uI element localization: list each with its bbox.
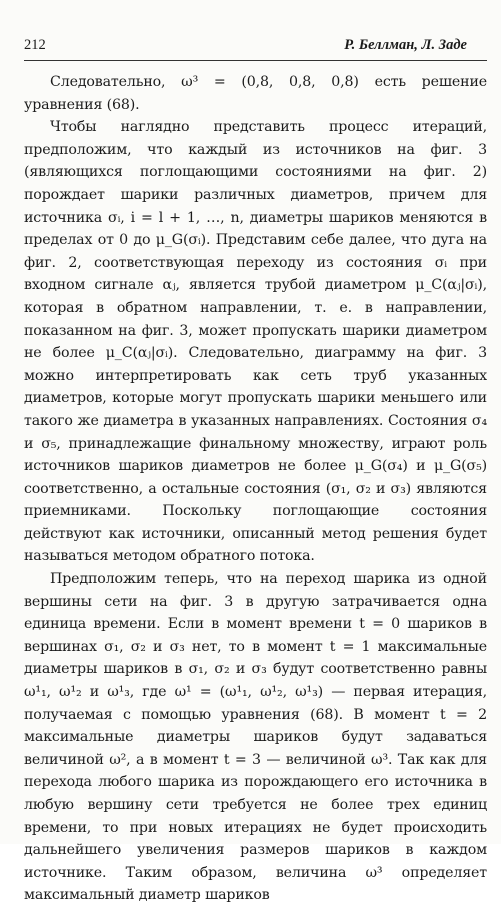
page-header	[24, 34, 487, 61]
paragraph-3: Предположим теперь, что на переход шарика из одной вершины сети на фиг. 3 в другую затрачивается одна единица времени. Если в момент времени t = 0 шариков в вершинах σ₁, σ₂ и σ₃ нет, то в момент t = 1 максимальные диаметры шариков в σ₁, σ₂ и σ₃ будут соответственно равны ω¹₁, ω¹₂ и ω¹₃, где ω¹ = (ω¹₁, ω¹₂, ω¹₃) — первая итерация, получаемая с помощью уравнения (68). В момент t = 2 максимальные диаметры шариков будут задаваться величиной ω², а в момент t = 3 — величиной ω³. Так как для перехода любого шарика из порождающего его источника в любую вершину сети требуется не более трех единиц времени, то при новых итерациях не будет происходить дальнейшего увеличения размеров шариков в каждом источнике. Таким образом, величина ω³ определяет максимальный диаметр шариков	[24, 571, 487, 904]
page-number: 212	[24, 37, 46, 53]
paragraph-2: Чтобы наглядно представить процесс итераций, предположим, что каждый из источников на фиг. 3 (являющихся поглощающими состояниями на фиг. 2) порождает шарики различных диаметров, причем для источника σᵢ, i = l + 1, …, n, диаметры шариков меняются в пределах от 0 до μ_G(σᵢ). Представим себе далее, что дуга на фиг. 2, соответствующая переходу из состояния σᵢ при входном сигнале αⱼ, является трубой диаметром μ_C(αⱼ|σᵢ), которая в обратном направлении, т. е. в направлении, показанном на фиг. 3, может пропускать шарики диаметром не более μ_C(αⱼ|σᵢ). Следовательно, диаграмму на фиг. 3 можно интерпретировать как сеть труб указанных диаметров, которые могут пропускать шарики меньшего или такого же диаметра в указанных направлениях. Состояния σ₄ и σ₅, принадлежащие финальному множеству, играют роль источников шариков диаметров не более μ_G(σ₄) и μ_G(σ₅) соответственно, а остальные состояния (σ₁, σ₂ и σ₃) являются приемниками. Поскольку поглощающие состояния действуют как источники, описанный метод решения будет называться методом обратного потока.	[24, 119, 487, 565]
running-head: Р. Беллман, Л. Заде	[344, 37, 467, 53]
paragraph-1: Следовательно, ω³ = (0,8, 0,8, 0,8) есть решение уравнения (68).	[24, 74, 487, 113]
body-text	[24, 71, 487, 907]
